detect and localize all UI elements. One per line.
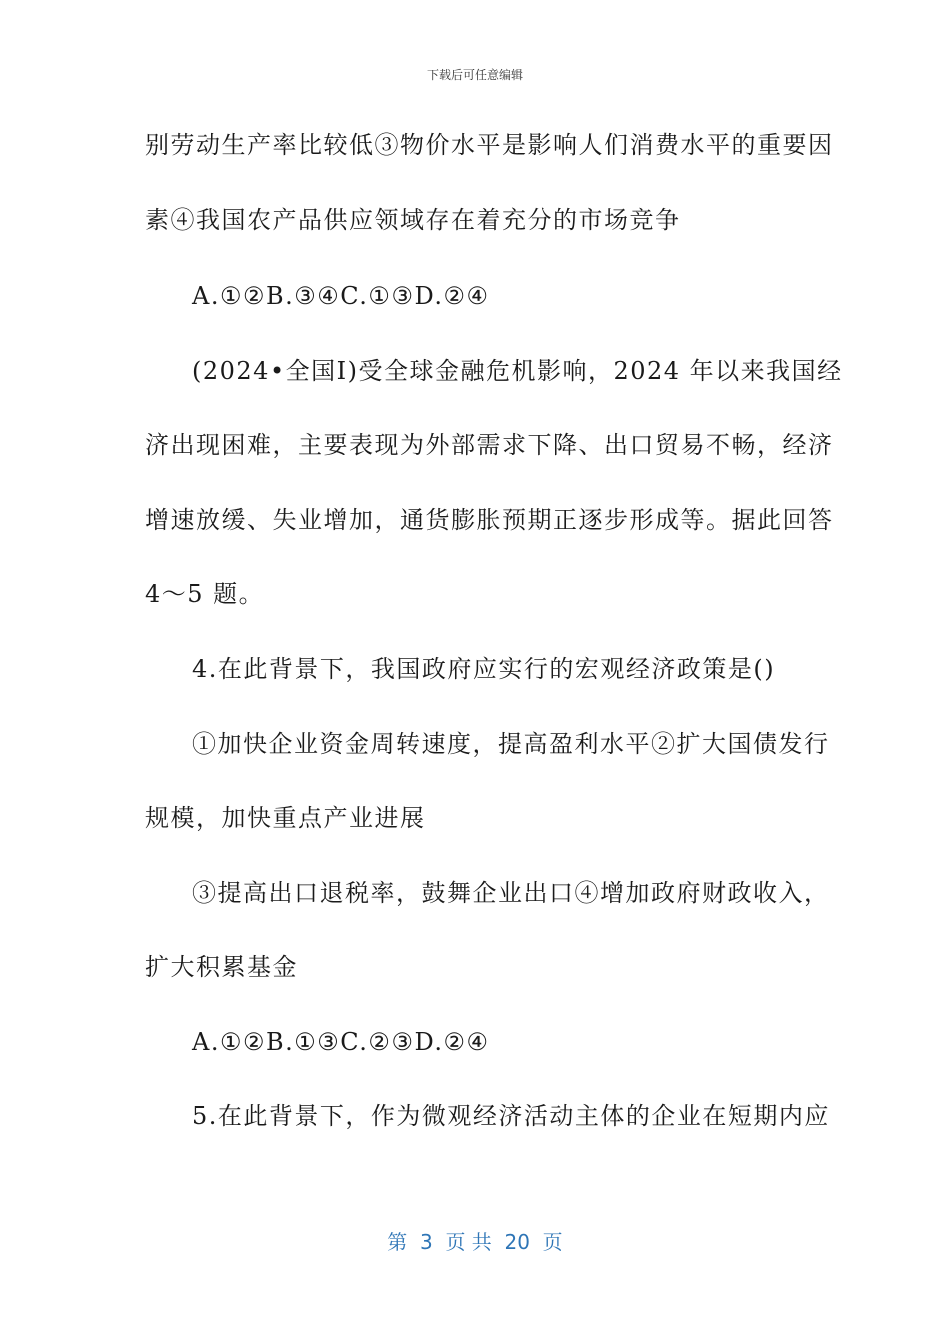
text-line: 增速放缓、失业增加，通货膨胀预期正逐步形成等。据此回答	[145, 506, 834, 534]
text-line: ③提高出口退税率，鼓舞企业出口④增加政府财政收入，	[192, 879, 830, 907]
text-line: (2024•全国Ⅰ)受全球金融危机影响，2024 年以来我国经	[192, 357, 843, 385]
text-line: 素④我国农产品供应领域存在着充分的市场竞争	[145, 206, 681, 234]
text-line: ①加快企业资金周转速度，提高盈利水平②扩大国债发行	[192, 730, 830, 758]
page-header-note: 下载后可任意编辑	[426, 68, 523, 82]
text-line: 扩大积累基金	[145, 953, 298, 981]
answer-options-line: A.①②B.③④C.①③D.②④	[192, 282, 490, 310]
question-line: 4.在此背景下，我国政府应实行的宏观经济政策是()	[192, 655, 776, 683]
answer-options-line: A.①②B.①③C.②③D.②④	[192, 1028, 490, 1056]
text-line: 4～5 题。	[145, 580, 265, 608]
text-line: 济出现困难，主要表现为外部需求下降、出口贸易不畅，经济	[145, 431, 834, 459]
text-line: 规模，加快重点产业进展	[145, 804, 426, 832]
page-number-footer: 第 3 页 共 20 页	[387, 1230, 563, 1254]
question-line: 5.在此背景下，作为微观经济活动主体的企业在短期内应	[192, 1102, 830, 1130]
text-line: 别劳动生产率比较低③物价水平是影响人们消费水平的重要因	[145, 131, 834, 159]
